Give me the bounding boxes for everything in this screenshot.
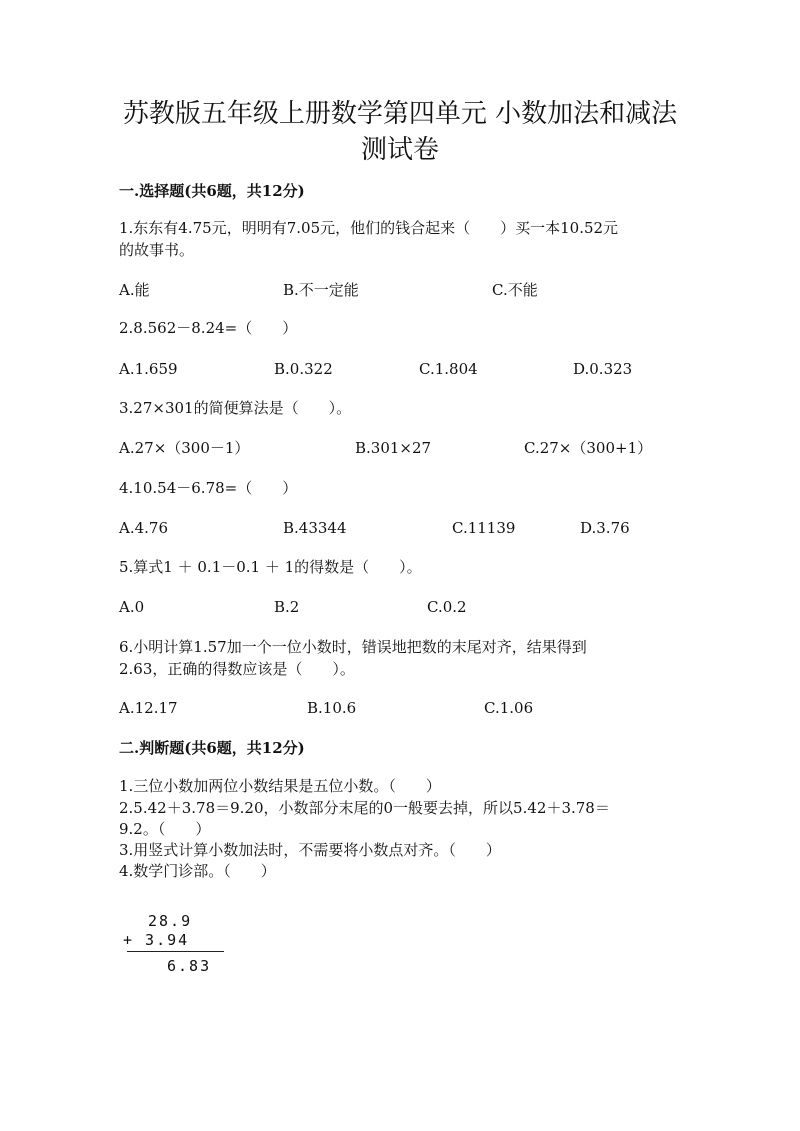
section-heading-judge: 二.判断题(共6题，共12分) [119, 739, 305, 757]
q1-option-c: C.不能 [492, 281, 538, 299]
q4-option-d: D.3.76 [580, 519, 630, 537]
q4-option-b: B.43344 [283, 519, 347, 537]
question-5: 5.算式1 ＋ 0.1－0.1 ＋ 1的得数是（ ）。 [119, 558, 422, 576]
q3-option-b: B.301×27 [355, 439, 432, 457]
q5-option-a: A.0 [119, 598, 145, 616]
exam-title-line1: 苏教版五年级上册数学第四单元 小数加法和减法 [122, 99, 678, 129]
question-1-line1: 1.东东有4.75元，明明有7.05元，他们的钱合起来（ ）买一本10.52元 [119, 219, 619, 237]
judge-item-1: 1.三位小数加两位小数结果是五位小数。（ ） [119, 777, 441, 795]
q1-option-b: B.不一定能 [283, 281, 359, 299]
judge-item-4: 4.数学门诊部。（ ） [119, 862, 276, 880]
vertical-calc-operand-1: 28.9 [148, 912, 193, 930]
exam-title-line2: 测试卷 [360, 135, 439, 165]
vertical-calc-operand-2: + 3.94 [123, 931, 190, 949]
q6-option-a: A.12.17 [119, 699, 178, 717]
q2-option-a: A.1.659 [119, 360, 178, 378]
question-6-line2: 2.63，正确的得数应该是（ ）。 [119, 660, 355, 678]
q2-option-d: D.0.323 [573, 360, 633, 378]
section-heading-choice: 一.选择题(共6题，共12分) [119, 182, 305, 200]
q2-option-c: C.1.804 [419, 360, 478, 378]
question-2: 2.8.562－8.24=（ ） [119, 319, 298, 337]
judge-item-2-line1: 2.5.42＋3.78＝9.20，小数部分末尾的0一般要去掉，所以5.42＋3.78＝ [119, 799, 610, 817]
question-6-line1: 6.小明计算1.57加一个一位小数时，错误地把数的末尾对齐，结果得到 [119, 638, 587, 656]
judge-item-2-line2: 9.2。（ ） [119, 820, 211, 838]
q1-option-a: A.能 [119, 281, 150, 299]
q6-option-c: C.1.06 [484, 699, 534, 717]
vertical-calc-rule [127, 951, 224, 952]
q4-option-c: C.11139 [452, 519, 516, 537]
question-1-line2: 的故事书。 [119, 241, 195, 259]
question-3: 3.27×301的简便算法是（ ）。 [119, 399, 352, 417]
q4-option-a: A.4.76 [119, 519, 168, 537]
q6-option-b: B.10.6 [307, 699, 357, 717]
q3-option-c: C.27×（300+1） [524, 439, 653, 457]
q2-option-b: B.0.322 [274, 360, 333, 378]
q5-option-b: B.2 [274, 598, 300, 616]
vertical-calc-result: 6.83 [167, 957, 212, 975]
q3-option-a: A.27×（300－1） [119, 439, 250, 457]
judge-item-3: 3.用竖式计算小数加法时，不需要将小数点对齐。（ ） [119, 841, 501, 859]
question-4: 4.10.54－6.78=（ ） [119, 479, 298, 497]
q5-option-c: C.0.2 [427, 598, 467, 616]
